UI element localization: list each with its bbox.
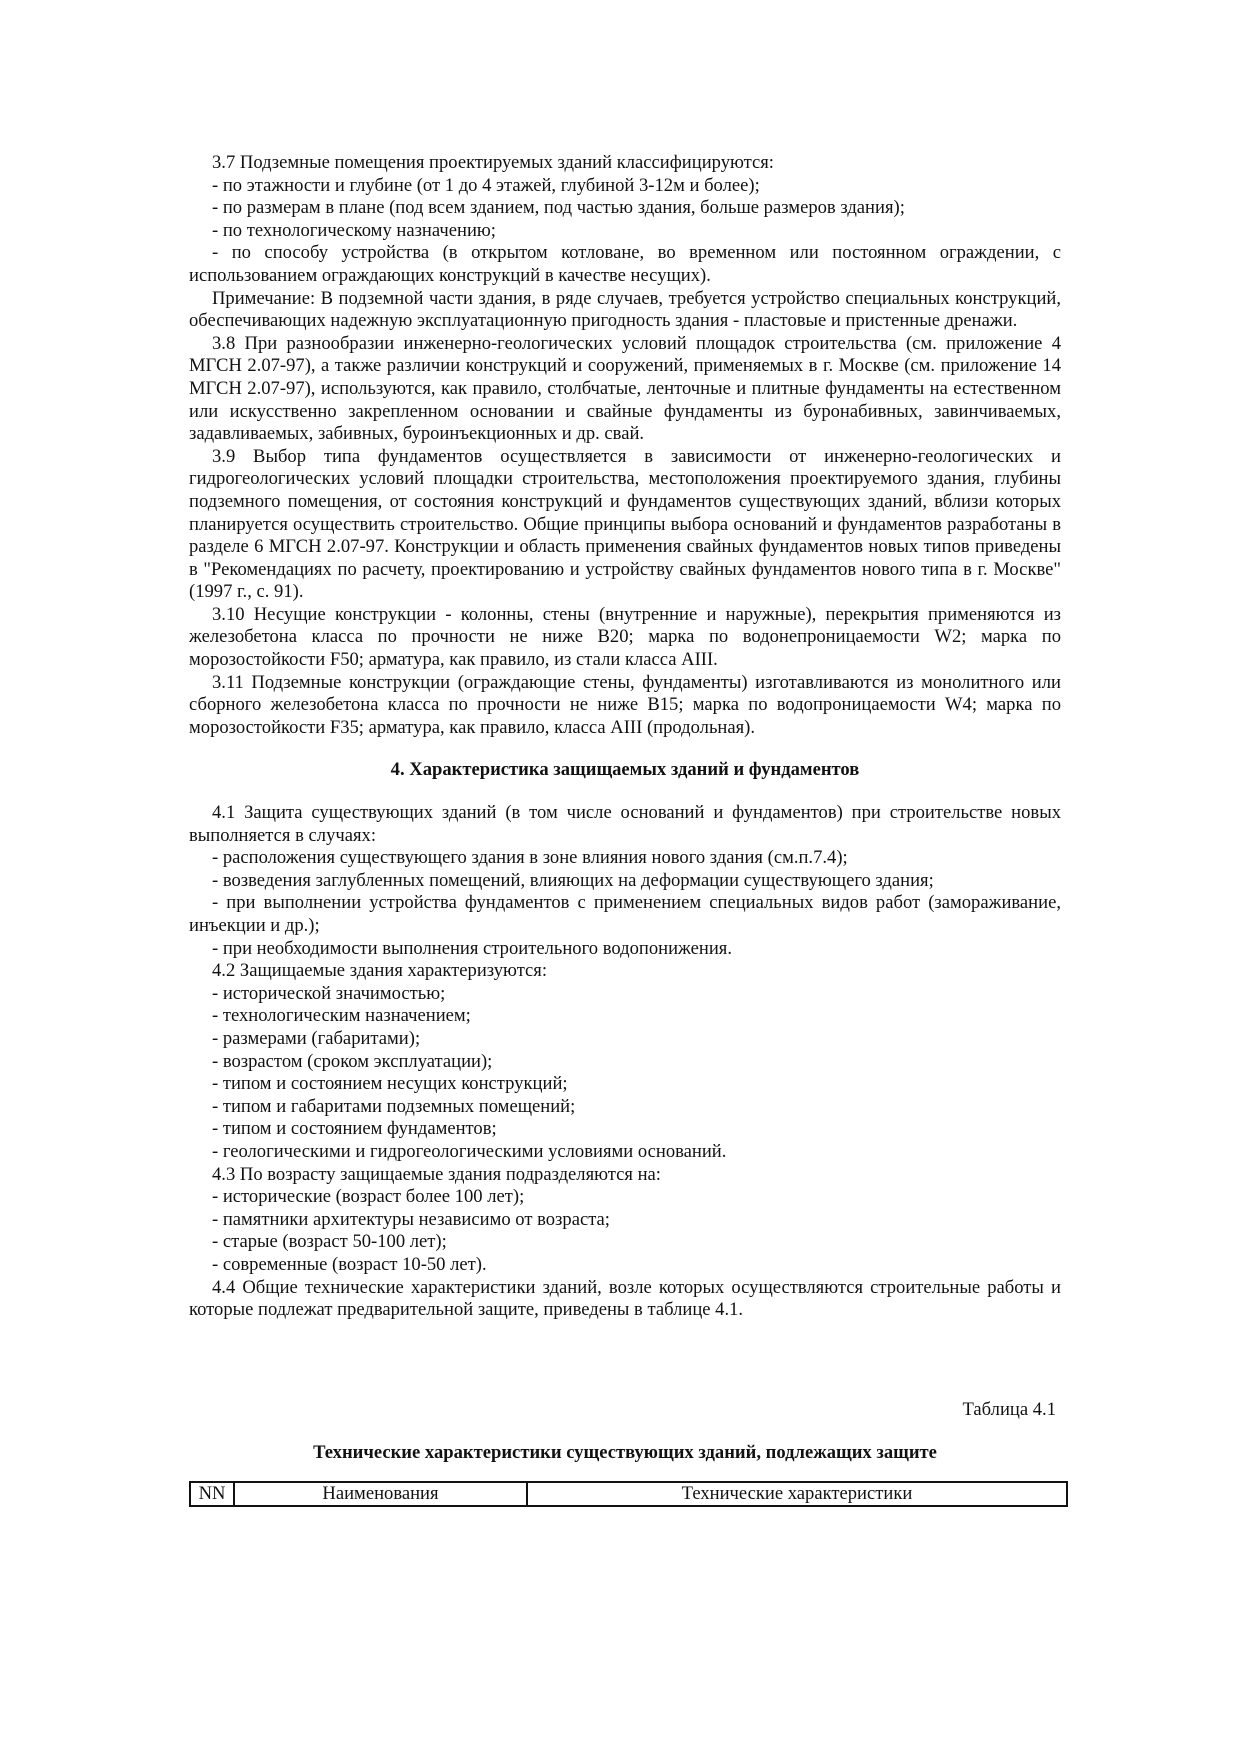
note-paragraph: Примечание: В подземной части здания, в ряде случаев, требуется устройство специальных конструкций, обеспечивающих надежную эксплуатационную пригодность здания - пластовые и пристенные дренажи.	[189, 287, 1061, 332]
paragraph-3-10: 3.10 Несущие конструкции - колонны, стены (внутренние и наружные), перекрытия применяются из железобетона класса по прочности не ниже В20; марка по водонепроницаемости W2; марка по морозостойкости F50; арматура, как правило, из стали класса AIII.	[189, 603, 1061, 671]
document-page	[189, 152, 1061, 1507]
section-4	[189, 802, 1061, 1322]
paragraph-3-9: 3.9 Выбор типа фундаментов осуществляется в зависимости от инженерно-геологических и гидрогеологических условий площадки строительства, местоположения проектируемого здания, глубины подземного помещения, от состояния конструкций и фундаментов существующих зданий, вблизи которых планируется осуществить строительство. Общие принципы выбора оснований и фундаментов разработаны в разделе 6 МГСН 2.07-97. Конструкции и область применения свайных фундаментов новых типов приведены в "Рекомендациях по расчету, проектированию и устройству свайных фундаментов нового типа в г. Москве" (1997 г., с. 91).	[189, 445, 1061, 603]
column-header-characteristics: Технические характеристики	[527, 1482, 1067, 1506]
paragraph-3-11: 3.11 Подземные конструкции (ограждающие стены, фундаменты) изготавливаются из монолитного или сборного железобетона класса по прочности не ниже В15; марка по водопроницаемости W4; марка по морозостойкости F35; арматура, как правило, класса AIII (продольная).	[189, 671, 1061, 738]
paragraph-4-1: 4.1 Защита существующих зданий (в том числе оснований и фундаментов) при строительстве новых выполняется в случаях:	[189, 802, 1061, 846]
section-4-heading: 4. Характеристика защищаемых зданий и фундаментов	[390, 759, 860, 781]
list-item: - памятники архитектуры независимо от возраста;	[212, 1208, 610, 1230]
paragraph-4-2: 4.2 Защищаемые здания характеризуются:	[212, 960, 548, 982]
list-item: - при выполнении устройства фундаментов с применением специальных видов работ (замораживание, инъекции и др.);	[189, 892, 1061, 936]
paragraph-3-8: 3.8 При разнообразии инженерно-геологических условий площадок строительства (см. приложение 4 МГСН 2.07-97), а также различии конструкций и сооружений, применяемых в г. Москве (см. приложение 14 МГСН 2.07-97), используются, как правило, столбчатые, ленточные и плитные фундаменты на естественном или искусственно закрепленном основании и свайные фундаменты из буронабивных, завинчиваемых, задавливаемых, забивных, буроинъекционных и др. свай.	[189, 332, 1061, 445]
table-caption: Таблица 4.1	[962, 1398, 1056, 1420]
list-item: - расположения существующего здания в зоне влияния нового здания (см.п.7.4);	[212, 847, 848, 869]
section-3	[189, 152, 1061, 739]
list-item: - возведения заглубленных помещений, влияющих на деформации существующего здания;	[212, 869, 934, 891]
list-item: - геологическими и гидрогеологическими условиями оснований.	[212, 1140, 727, 1162]
characteristics-table	[189, 1481, 1068, 1507]
list-item: - типом и габаритами подземных помещений;	[212, 1095, 576, 1117]
paragraph-3-7: 3.7 Подземные помещения проектируемых зданий классифицируются:	[212, 152, 774, 173]
table-header-row	[190, 1482, 1067, 1506]
list-item: - современные (возраст 10-50 лет).	[212, 1253, 487, 1275]
list-item: - по этажности и глубине (от 1 до 4 этажей, глубиной 3-12м и более);	[212, 174, 760, 196]
list-item: - по размерам в плане (под всем зданием, под частью здания, больше размеров здания);	[212, 197, 905, 219]
list-item: - старые (возраст 50-100 лет);	[212, 1231, 447, 1253]
list-item: - при необходимости выполнения строительного водопонижения.	[212, 937, 732, 959]
list-item: - технологическим назначением;	[212, 1005, 471, 1027]
list-item: - исторические (возраст более 100 лет);	[212, 1186, 525, 1208]
list-item: - исторической значимостью;	[212, 982, 446, 1004]
table-title: Технические характеристики существующих зданий, подлежащих защите	[313, 1442, 937, 1464]
list-item: - по технологическому назначению;	[212, 219, 496, 241]
list-item: - типом и состоянием несущих конструкций;	[212, 1073, 568, 1095]
list-item: - размерами (габаритами);	[212, 1027, 421, 1049]
column-header-nn: NN	[190, 1482, 234, 1506]
paragraph-4-3: 4.3 По возрасту защищаемые здания подразделяются на:	[212, 1163, 661, 1185]
paragraph-4-4: 4.4 Общие технические характеристики зданий, возле которых осуществляются строительные работы и которые подлежат предварительной защите, приведены в таблице 4.1.	[189, 1276, 1061, 1321]
list-item: - возрастом (сроком эксплуатации);	[212, 1050, 493, 1072]
list-item: - по способу устройства (в открытом котловане, во временном или постоянном ограждении, с использованием ограждающих конструкций в качестве несущих).	[189, 242, 1061, 286]
column-header-names: Наименования	[234, 1482, 527, 1506]
list-item: - типом и состоянием фундаментов;	[212, 1118, 497, 1140]
